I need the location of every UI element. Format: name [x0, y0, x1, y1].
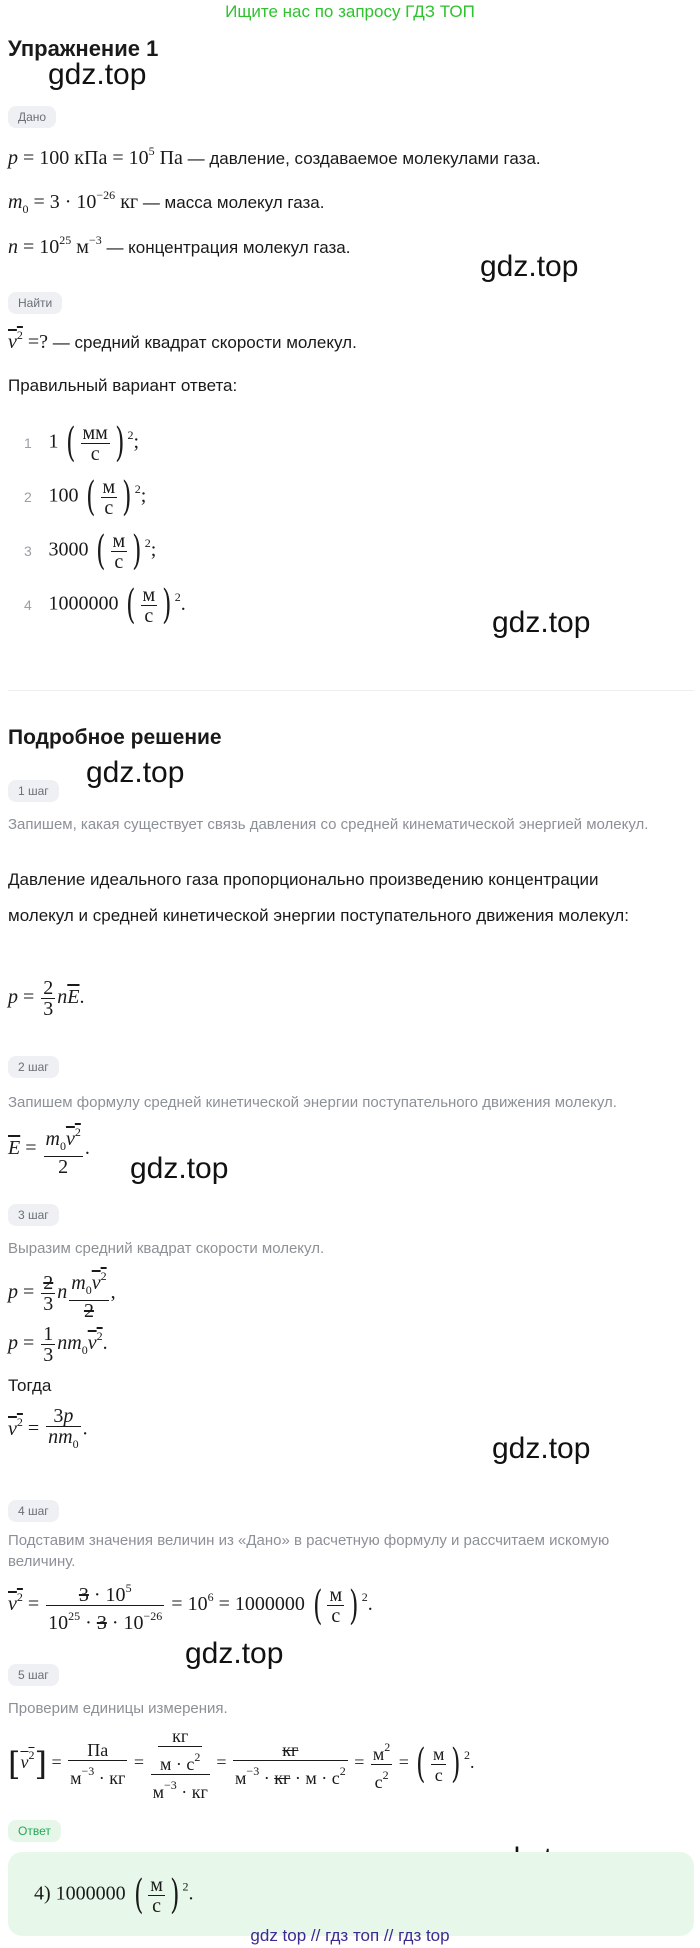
find-badge: Найти: [8, 292, 62, 314]
solution-title: Подробное решение: [8, 726, 222, 749]
step-hint: Запишем формулу средней кинетической энергии поступательного движения молекул.: [8, 1094, 617, 1111]
given-pressure: p = 100 кПа = $10^5$ Па — давление, создаваемое молекулами газа.: [8, 144, 541, 169]
watermark: gdz.top: [185, 1637, 284, 1670]
formula-substitute: p = $\frac{2}{3}$ n $\frac{m_0v^2}{2}$ ,: [8, 1266, 116, 1321]
watermark: gdz.top: [492, 1432, 591, 1465]
watermark: gdz.top: [86, 756, 185, 789]
formula-calculation: $v^2$ = $\frac{3 \cdot 10^5}{10^{25} \cdot 3 \cdot 10^{-26}}$ = $10^6 = 1000000$ ( $\frac{м}{с}$ ) $^2$.: [8, 1578, 373, 1633]
final-answer: 4) 1000000 ( $\frac{м}{с}$ ) $^2$.: [34, 1872, 194, 1918]
divider: [8, 690, 694, 691]
given-concentration: $n = 10^{25}$ $м^{-3}$ — концентрация молекул газа.: [8, 233, 351, 258]
step-badge: 4 шаг: [8, 1500, 59, 1522]
footer-links: gdz top // гдз топ // гдз top: [250, 1926, 450, 1945]
option-1: 1 1 ( $\frac{мм}{с}$ ) $^2$;: [24, 420, 139, 466]
answer-intro: Правильный вариант ответа:: [8, 376, 238, 395]
step-hint: Проверим единицы измерения.: [8, 1700, 228, 1717]
step-badge: 3 шаг: [8, 1204, 59, 1226]
option-4: 4 1000000 ( $\frac{м}{с}$ ) $^2$.: [24, 582, 186, 628]
formula-simplified: p = $\frac{1}{3}$ $nm_0v^2$.: [8, 1323, 108, 1366]
option-2: 2 100 ( $\frac{м}{с}$ ) $^2$;: [24, 474, 147, 520]
exercise-title: Упражнение 1: [8, 36, 159, 61]
step-badge: 1 шаг: [8, 780, 59, 802]
answer-badge: Ответ: [8, 1820, 61, 1842]
step-hint: Выразим средний квадрат скорости молекул.: [8, 1240, 325, 1257]
formula-energy: $\overline{E}$ = $\frac{m_0v^2}{2}$ .: [8, 1122, 90, 1177]
watermark: gdz.top: [480, 250, 579, 283]
option-3: 3 3000 ( $\frac{м}{с}$ ) $^2$;: [24, 528, 157, 574]
step-hint: Подставим значения величин из «Дано» в расчетную формулу и рассчитаем искомую величину.: [8, 1532, 610, 1570]
given-badge: Дано: [8, 106, 56, 128]
step-text: Давление идеального газа пропорционально произведению концентрации молекул и средней кинетической энергии поступательного движения молекул:: [8, 870, 629, 925]
step-badge: 2 шаг: [8, 1056, 59, 1078]
watermark: gdz.top: [130, 1152, 229, 1185]
then-label: Тогда: [8, 1376, 52, 1395]
formula-pressure: p = $\frac{2}{3}$ $n\overline{E}$.: [8, 977, 85, 1020]
formula-units: $[v^2]$ = $\frac{Па}{м^{-3} \cdot кг}$ = $\frac{\frac{кг}{м \cdot с^2}}{м^{-3} \cdot кг}$ = $\frac{кг}{м^{-3} \cdot кг \cdot м \cdot с^2}$ = $\frac{м^2}{с^2}$ = ( $\frac{м}{с}$ ) $^2$.: [8, 1726, 475, 1802]
step-badge: 5 шаг: [8, 1664, 59, 1686]
search-banner: Ищите нас по запросу ГДЗ ТОП: [225, 2, 475, 21]
find-quantity: $v^2$ =? — средний квадрат скорости молекул.: [8, 328, 357, 353]
formula-v2: $v^2$ = $\frac{3p}{nm_0}$ .: [8, 1405, 88, 1451]
watermark: gdz.top: [48, 58, 147, 91]
step-hint: Запишем, какая существует связь давления со средней кинематической энергией молекул.: [8, 816, 649, 833]
given-mass: $m_0 = 3 \cdot 10^{-26}$ кг — масса молекул газа.: [8, 188, 325, 216]
watermark: gdz.top: [492, 606, 591, 639]
